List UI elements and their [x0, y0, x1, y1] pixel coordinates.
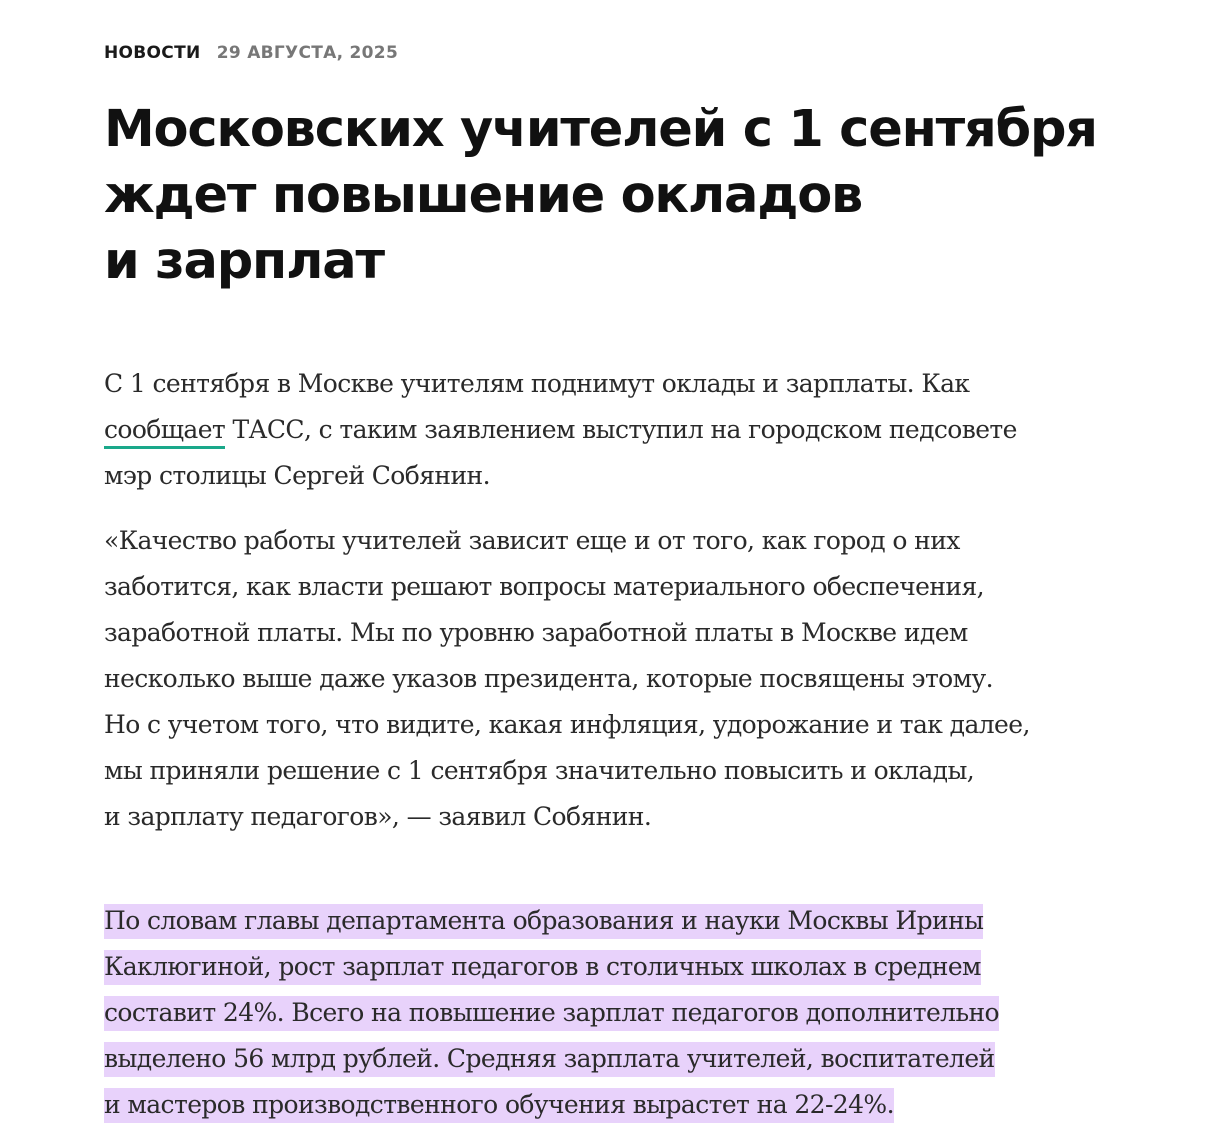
article-title: [104, 97, 1104, 295]
highlighted-text: выделено 56 млрд рублей. Средняя зарплата учителей, воспитателей: [104, 1042, 995, 1077]
paragraph-quote: [104, 518, 1094, 840]
title-line: Московских учителей с 1 сентября: [104, 100, 1097, 159]
paragraph-line: «Качество работы учителей зависит еще и от того, как город о них: [104, 526, 960, 555]
paragraph-intro: [104, 361, 1094, 499]
paragraph-line-text: ТАСС, с таким заявлением выступил на городском педсовете: [225, 415, 1017, 444]
highlighted-text: По словам главы департамента образования и науки Москвы Ирины: [104, 904, 983, 939]
paragraph-line: заработной платы. Мы по уровню заработной платы в Москве идем: [104, 618, 968, 647]
paragraph-line: [104, 407, 1094, 453]
category-link[interactable]: НОВОСТИ: [104, 43, 201, 63]
paragraph-line: заботится, как власти решают вопросы материального обеспечения,: [104, 572, 984, 601]
paragraph-line: [104, 944, 1094, 990]
title-line: и зарплат: [104, 232, 384, 291]
paragraph-line: [104, 990, 1094, 1036]
paragraph-line: Но с учетом того, что видите, какая инфляция, удорожание и так далее,: [104, 710, 1030, 739]
paragraph-line: мэр столицы Сергей Собянин.: [104, 461, 490, 490]
paragraph-line: [104, 1082, 1094, 1128]
highlighted-text: Каклюгиной, рост зарплат педагогов в столичных школах в среднем: [104, 950, 981, 985]
paragraph-line: мы приняли решение с 1 сентября значительно повысить и оклады,: [104, 756, 975, 785]
paragraph-line: несколько выше даже указов президента, которые посвящены этому.: [104, 664, 993, 693]
paragraph-line: С 1 сентября в Москве учителям поднимут оклады и зарплаты. Как: [104, 369, 970, 398]
title-line: ждет повышение окладов: [104, 166, 863, 225]
highlighted-text: составит 24%. Всего на повышение зарплат педагогов дополнительно: [104, 996, 999, 1031]
paragraph-line: [104, 898, 1094, 944]
tass-source-link[interactable]: сообщает: [104, 415, 225, 449]
highlighted-text: и мастеров производственного обучения вырастет на 22-24%.: [104, 1088, 894, 1123]
paragraph-line: [104, 1036, 1094, 1082]
paragraph-line: и зарплату педагогов», — заявил Собянин.: [104, 802, 652, 831]
article-meta: [104, 43, 398, 63]
paragraph-highlighted: [104, 898, 1094, 1128]
publish-date: 29 АВГУСТА, 2025: [216, 43, 399, 63]
